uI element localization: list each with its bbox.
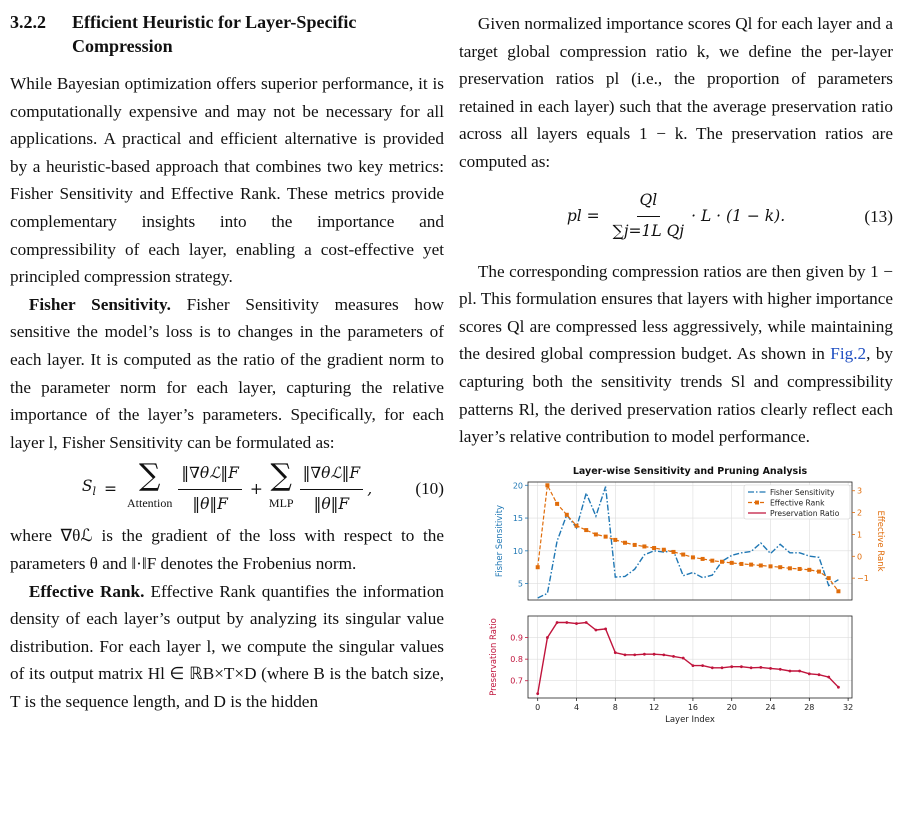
- rank-body: Effective Rank quantifies the information density of each layer’s output by analyzing its singular value distribution. For each layer l, we compute the singular values of its output matrix Hl ∈ ℝB×T×D (where B is the batch size, T is the sequence length, and D is the hidden: [10, 581, 445, 711]
- x-axis-label: Layer Index: [665, 715, 715, 725]
- preservation-ratio-point: [662, 653, 665, 656]
- y-tick-label-left: 10: [512, 546, 523, 556]
- y-axis-label-fisher: Fisher Sensitivity: [495, 504, 505, 578]
- y-tick-label-left: 5: [517, 579, 523, 589]
- preservation-ratio-point: [779, 668, 782, 671]
- y-tick-label-right: −1: [857, 574, 869, 584]
- effective-rank-point: [730, 561, 734, 565]
- legend-marker-effective-rank: [755, 501, 759, 505]
- x-tick-label: 0: [535, 703, 541, 712]
- x-tick-label: 12: [649, 703, 660, 712]
- effective-rank-point: [536, 565, 540, 569]
- eq10-lhs: $S_l$: [81, 476, 97, 499]
- eq10-equals: =: [104, 479, 118, 498]
- effective-rank-point: [817, 570, 821, 574]
- rank-paragraph: [10, 578, 444, 716]
- y-tick-label-right: 1: [857, 530, 863, 540]
- section-number: 3.2.2: [10, 12, 46, 32]
- effective-rank-point: [545, 483, 549, 487]
- rank-heading: Effective Rank.: [28, 581, 145, 601]
- preservation-ratio-point: [682, 657, 685, 660]
- preservation-ratio-point: [556, 621, 559, 624]
- effective-rank-point: [769, 564, 773, 568]
- effective-rank-point: [720, 560, 724, 564]
- eq10-number: (10): [415, 479, 444, 499]
- preservation-ratio-point: [633, 653, 636, 656]
- effective-rank-point: [749, 563, 753, 567]
- preservation-ratio-point: [595, 629, 598, 632]
- intro-paragraph: While Bayesian optimization offers superior performance, it is computationally expensive and may not be necessary for all applications. A practical and efficient alternative is provided by a heuristic-based approach that combines two key metrics: Fisher Sensitivity and Effective Rank. These metrics provide complementary insights into the importance and compressibility of each layer, enabling a cost-effective yet principled compression strategy.: [10, 74, 444, 287]
- preservation-ratio-point: [536, 692, 539, 695]
- effective-rank-point: [642, 544, 646, 548]
- series-line-preservation-ratio: [538, 623, 839, 694]
- right-paragraph-1: Given normalized importance scores Ql for each layer and a target global compression ratio k, we define the per-layer preservation ratios pl (i.e., the proportion of parameters retained in each layer) such that the average preservation ratio across all layers equals 1 − k. The preservation ratios are computed as:: [459, 14, 893, 171]
- preservation-ratio-point: [730, 665, 733, 668]
- left-column: [10, 10, 444, 715]
- effective-rank-point: [613, 538, 617, 542]
- preservation-ratio-point: [565, 621, 568, 624]
- preservation-ratio-point: [653, 653, 656, 656]
- preservation-ratio-point: [701, 664, 704, 667]
- y-tick-label-bottom: 0.9: [510, 633, 523, 643]
- preservation-ratio-point: [798, 670, 801, 673]
- effective-rank-point: [672, 550, 676, 554]
- equation-10: [10, 456, 444, 522]
- y-axis-label-preservation: Preservation Ratio: [489, 618, 499, 696]
- x-tick-label: 8: [612, 703, 618, 712]
- preservation-ratio-point: [614, 651, 617, 654]
- eq10-sum-attention: ∑ Attention: [127, 457, 173, 510]
- effective-rank-point: [575, 524, 579, 528]
- x-tick-label: 24: [765, 703, 776, 712]
- after-eq10-paragraph: where ∇θℒ is the gradient of the loss with respect to the parameters θ and ‖·‖F denotes the Frobenius norm.: [10, 526, 444, 573]
- x-tick-label: 28: [804, 703, 815, 712]
- y-tick-label-bottom: 0.7: [510, 676, 523, 686]
- preservation-ratio-point: [585, 621, 588, 624]
- preservation-ratio-point: [575, 622, 578, 625]
- effective-rank-point: [778, 565, 782, 569]
- preservation-ratio-point: [789, 670, 792, 673]
- section-title: Efficient Heuristic for Layer-Specific Compression: [72, 12, 357, 56]
- fisher-body: Fisher Sensitivity measures how sensitive the model’s loss is to changes in the parameters of each layer. It is computed as the ratio of the gradient norm to the parameter norm for each layer, capturing the relative importance of the layer’s parameters. Specifically, for each layer l, Fisher Sensitivity can be formulated as:: [10, 294, 444, 452]
- preservation-ratio-point: [643, 653, 646, 656]
- preservation-ratio-point: [750, 666, 753, 669]
- effective-rank-point: [798, 567, 802, 571]
- equation-13: [459, 176, 893, 258]
- x-tick-label: 32: [843, 703, 854, 712]
- effective-rank-point: [739, 562, 743, 566]
- preservation-ratio-point: [818, 673, 821, 676]
- right-paragraph-2: The corresponding compression ratios are then given by 1 − pl. This formulation ensures that layers with higher importance scores Ql are compressed less aggressively, while maintaining the desired global compression budget. As shown in Fig.2, by capturing both the sensitivity trends Sl and compressibility patterns Rl, the derived preservation ratios clearly reflect each layer’s relative contribution to model performance.: [459, 261, 894, 447]
- effective-rank-point: [594, 532, 598, 536]
- effective-rank-point: [827, 576, 831, 580]
- effective-rank-point: [701, 557, 705, 561]
- preservation-ratio-point: [604, 628, 607, 631]
- preservation-ratio-point: [624, 653, 627, 656]
- preservation-ratio-point: [769, 667, 772, 670]
- effective-rank-point: [565, 513, 569, 517]
- effective-rank-point: [623, 541, 627, 545]
- eq13-rhs: · L · (1 − k).: [691, 206, 786, 225]
- eq13-lhs: pl =: [566, 206, 600, 225]
- effective-rank-point: [652, 546, 656, 550]
- eq10-plus: +: [249, 479, 263, 498]
- y-tick-label-left: 15: [512, 514, 523, 524]
- effective-rank-point: [788, 566, 792, 570]
- effective-rank-point: [662, 548, 666, 552]
- x-tick-label: 20: [726, 703, 737, 712]
- effective-rank-point: [759, 563, 763, 567]
- effective-rank-point: [807, 568, 811, 572]
- effective-rank-point: [633, 543, 637, 547]
- eq13-number: (13): [864, 206, 893, 226]
- fisher-heading: Fisher Sensitivity.: [28, 294, 171, 314]
- preservation-ratio-point: [837, 686, 840, 689]
- eq10-frac-1: $\frac{\text{‖∇θℒ‖F}}{‖\theta‖F}$: [178, 460, 242, 518]
- preservation-ratio-point: [721, 666, 724, 669]
- effective-rank-point: [681, 553, 685, 557]
- y-tick-label-right: 3: [857, 486, 863, 496]
- section-heading: [10, 10, 444, 58]
- preservation-ratio-point: [808, 672, 811, 675]
- preservation-ratio-point: [740, 665, 743, 668]
- effective-rank-point: [555, 502, 559, 506]
- effective-rank-point: [836, 589, 840, 593]
- legend-label-fisher-sensitivity: Fisher Sensitivity: [770, 488, 835, 497]
- eq10-comma: ,: [367, 479, 373, 498]
- y-tick-label-right: 2: [857, 508, 863, 518]
- y-tick-label-right: 0: [857, 552, 863, 562]
- chart-title: Layer-wise Sensitivity and Pruning Analysis: [572, 466, 808, 477]
- legend-label-preservation-ratio: Preservation Ratio: [770, 509, 840, 518]
- layer-analysis-chart: [476, 462, 886, 754]
- preservation-ratio-point: [546, 636, 549, 639]
- y-tick-label-bottom: 0.8: [510, 655, 523, 665]
- preservation-ratio-point: [759, 666, 762, 669]
- figure-2: [476, 462, 886, 754]
- y-tick-label-left: 20: [512, 481, 523, 491]
- preservation-ratio-point: [692, 664, 695, 667]
- eq10-frac-2: $\frac{\text{‖∇θℒ‖F}}{‖\theta‖F}$: [300, 460, 364, 518]
- x-tick-label: 4: [573, 703, 580, 712]
- eq13-frac: $\frac{Ql}{\text{∑j=1L Qj}}$: [610, 187, 687, 245]
- preservation-ratio-point: [711, 666, 714, 669]
- legend-label-effective-rank: Effective Rank: [770, 498, 825, 508]
- effective-rank-point: [584, 528, 588, 532]
- preservation-ratio-point: [827, 676, 830, 679]
- y-axis-label-rank: Effective Rank: [875, 510, 885, 572]
- right-column: [459, 10, 893, 451]
- x-tick-label: 16: [687, 703, 699, 712]
- fig2-link[interactable]: Fig.2: [830, 344, 867, 364]
- preservation-ratio-point: [672, 655, 675, 658]
- fisher-paragraph: [10, 291, 444, 457]
- effective-rank-point: [691, 555, 695, 559]
- effective-rank-point: [604, 535, 608, 539]
- eq10-sum-mlp: ∑ MLP: [268, 457, 294, 510]
- effective-rank-point: [710, 559, 714, 563]
